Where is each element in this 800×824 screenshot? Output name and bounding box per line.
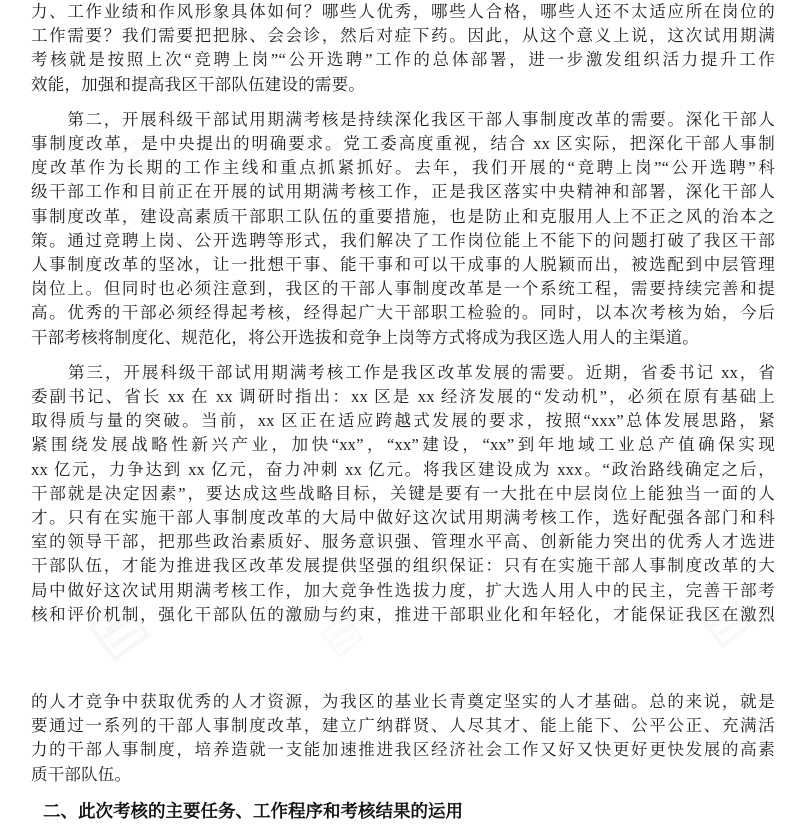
text-line: 第二，开展科级干部试用期满考核是持续深化我区干部人事制度改革的需要。深化干部人 [31, 109, 775, 129]
document-body [31, 0, 775, 824]
text-line: 力的干部人事制度，培养造就一支能加速推进我区经济社会工作又好又快更好更快发展的高素 [31, 740, 775, 760]
text-line: 才。只有在实施干部人事制度改革的大局中做好这次试用期满考核工作，选好配强各部门和科 [31, 508, 775, 528]
text-line: 高。优秀的干部必须经得起考核，经得起广大干部职工检验的。同时，以本次考核为始，今后 [31, 303, 775, 323]
text-line: 效能，加强和提高我区干部队伍建设的需要。 [31, 74, 365, 94]
text-line: 核和评价机制，强化干部队伍的激励与约束，推进干部职业化和年轻化，才能保证我区在激烈 [31, 604, 775, 624]
para-second-point [31, 108, 775, 350]
text-line: xx 亿元，力争达到 xx 亿元，奋力冲刺 xx 亿元。将我区建设成为 xxx。“政治路线确定之后， [31, 459, 775, 479]
text-line: 干部队伍，才能为推进我区改革发展提供坚强的组织保证：只有在实施干部人事制度改革的大 [31, 556, 775, 576]
text-line: 人事制度改革的坚冰，让一批想干事、能干事和可以干成事的人脱颖而出，被选配到中层管理 [31, 255, 775, 275]
text-line: 策。通过竞聘上岗、公开选聘等形式，我们解决了工作岗位能上不能下的问题打破了我区干部 [31, 230, 775, 250]
text-line: 工作需要？我们需要把把脉、会会诊，然后对症下药。因此，从这个意义上说，这次试用期满 [31, 26, 775, 46]
text-line: 干部考核将制度化、规范化，将公开选拔和竞争上岗等方式将成为我区选人用人的主渠道。 [31, 327, 699, 347]
text-line: 的人才竞争中获取优秀的人才资源，为我区的基业长青奠定坚实的人才基础。总的来说，就是 [31, 692, 775, 712]
text-line: 取得质与量的突破。当前，xx 区正在适应跨越式发展的要求，按照“xxx”总体发展思路，紧 [31, 411, 775, 431]
text-line: 度改革作为长期的工作主线和重点抓紧抓好。去年，我们开展的“竞聘上岗”“公开选聘”科 [31, 158, 775, 178]
text-line: 力、工作业绩和作风形象具体如何？哪些人优秀，哪些人合格，哪些人还不太适应所在岗位的 [31, 2, 775, 21]
text-line: 委副书记、省长 xx 在 xx 调研时指出：xx 区是 xx 经济发展的“发动机”，必须在原有基础上 [31, 387, 775, 407]
page-gap [31, 638, 775, 690]
text-line: 室的领导干部，把那些政治素质好、服务意识强、管理水平高、创新能力突出的优秀人才选进 [31, 532, 775, 552]
text-line: 紧围绕发展战略性新兴产业，加快“xx”，“xx”建设，“xx”到年地域工业总产值确保实现 [31, 435, 775, 455]
text-line: 考核就是按照上次“竞聘上岗”“公开选聘”工作的总体部署，进一步激发组织活力提升工作 [31, 50, 775, 70]
text-line: 要通过一系列的干部人事制度改革，建立广纳群贤、人尽其才、能上能下、公平公正、充满活 [31, 716, 775, 736]
text-line: 局中做好这次试用期满考核工作，加大竞争性选拔力度，扩大选人用人中的民主，完善干部考 [31, 580, 775, 600]
text-line: 事制度改革，是中央提出的明确要求。党工委高度重视，结合 xx 区实际，把深化干部人事制 [31, 134, 775, 154]
section-heading-2: 二、此次考核的主要任务、工作程序和考核结果的运用 [43, 800, 463, 821]
para-intro-continuation [31, 0, 775, 97]
text-line: 第三，开展科级干部试用期满考核工作是我区改革发展的需要。近期，省委书记 xx，省 [31, 362, 775, 382]
text-line: 干部就是决定因素”，要达成这些战略目标，关键是要有一大批在中层岗位上能独当一面的人 [31, 483, 775, 503]
text-line: 岗位上。但同时也必须注意到，我区的干部人事制度改革是一个系统工程，需要持续完善和提 [31, 279, 775, 299]
para-third-point-continued [31, 690, 775, 787]
para-third-point [31, 361, 775, 627]
text-line: 事制度改革，建设高素质干部职工队伍的重要措施，也是防止和克服用人上不正之风的治本之 [31, 206, 775, 226]
text-line: 级干部工作和目前正在开展的试用期满考核工作，正是我区落实中央精神和部署，深化干部人 [31, 182, 775, 202]
text-line: 质干部队伍。 [31, 764, 132, 784]
